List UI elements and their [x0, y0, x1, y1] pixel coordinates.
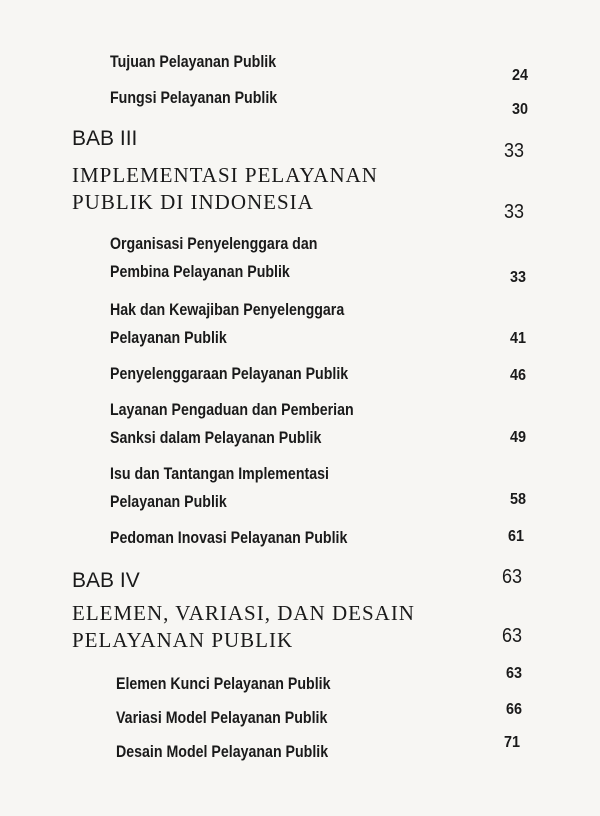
- toc-page-number: 30: [511, 101, 528, 118]
- chapter-title-bab-4: [72, 600, 415, 654]
- chapter-page-number: 63: [501, 566, 522, 588]
- toc-entry-hak-kewajiban: [110, 296, 344, 352]
- toc-page-number: 66: [505, 701, 522, 718]
- toc-entry-title: Variasi Model Pelayanan Publik: [116, 709, 328, 727]
- toc-entry-pedoman-inovasi: [110, 524, 347, 552]
- toc-entry-title: Fungsi Pelayanan Publik: [110, 89, 278, 107]
- toc-entry-title: Desain Model Pelayanan Publik: [116, 743, 329, 761]
- toc-entry-elemen-kunci: [116, 670, 331, 698]
- toc-page-number: 41: [509, 330, 526, 347]
- toc-entry-title-line: Pembina Pelayanan Publik: [110, 263, 290, 281]
- toc-entry-title-line: Pelayanan Publik: [110, 493, 227, 511]
- toc-entry-organisasi: [110, 230, 317, 286]
- toc-page-number: 49: [509, 429, 526, 446]
- toc-entry-fungsi: [110, 84, 277, 112]
- chapter-label-bab-4: BAB IV: [72, 569, 140, 592]
- chapter-title-line: IMPLEMENTASI PELAYANAN: [72, 163, 378, 187]
- toc-entry-layanan-pengaduan: [110, 396, 354, 452]
- chapter-title-page-number: 63: [501, 625, 522, 647]
- chapter-title-bab-3: [72, 162, 378, 216]
- toc-entry-title-line: Hak dan Kewajiban Penyelenggara: [110, 301, 345, 319]
- toc-page-number: 58: [509, 491, 526, 508]
- toc-page-number: 24: [511, 67, 528, 84]
- chapter-page-number: 33: [503, 140, 524, 162]
- toc-entry-penyelenggaraan: [110, 360, 348, 388]
- chapter-title-line: PELAYANAN PUBLIK: [72, 628, 294, 652]
- chapter-title-line: ELEMEN, VARIASI, DAN DESAIN: [72, 601, 415, 625]
- toc-entry-desain-model: [116, 738, 328, 766]
- toc-entry-title-line: Isu dan Tantangan Implementasi: [110, 465, 329, 483]
- toc-page-number: 46: [509, 367, 526, 384]
- toc-page-number: 61: [507, 528, 524, 545]
- chapter-title-line: PUBLIK DI INDONESIA: [72, 190, 314, 214]
- toc-page-number: 71: [503, 734, 520, 751]
- toc-entry-tujuan: [110, 48, 276, 76]
- toc-entry-title-line: Sanksi dalam Pelayanan Publik: [110, 429, 322, 447]
- toc-entry-isu-tantangan: [110, 460, 329, 516]
- chapter-title-page-number: 33: [503, 201, 524, 223]
- toc-entry-title: Penyelenggaraan Pelayanan Publik: [110, 365, 349, 383]
- toc-entry-variasi-model: [116, 704, 327, 732]
- toc-entry-title-line: Layanan Pengaduan dan Pemberian: [110, 401, 354, 419]
- toc-entry-title-line: Pelayanan Publik: [110, 329, 227, 347]
- toc-page-number: 33: [509, 269, 526, 286]
- chapter-label-bab-3: BAB III: [72, 127, 138, 150]
- toc-entry-title: Elemen Kunci Pelayanan Publik: [116, 675, 331, 693]
- toc-entry-title-line: Organisasi Penyelenggara dan: [110, 235, 318, 253]
- toc-page-number: 63: [505, 665, 522, 682]
- toc-entry-title: Pedoman Inovasi Pelayanan Publik: [110, 529, 348, 547]
- toc-entry-title: Tujuan Pelayanan Publik: [110, 53, 277, 71]
